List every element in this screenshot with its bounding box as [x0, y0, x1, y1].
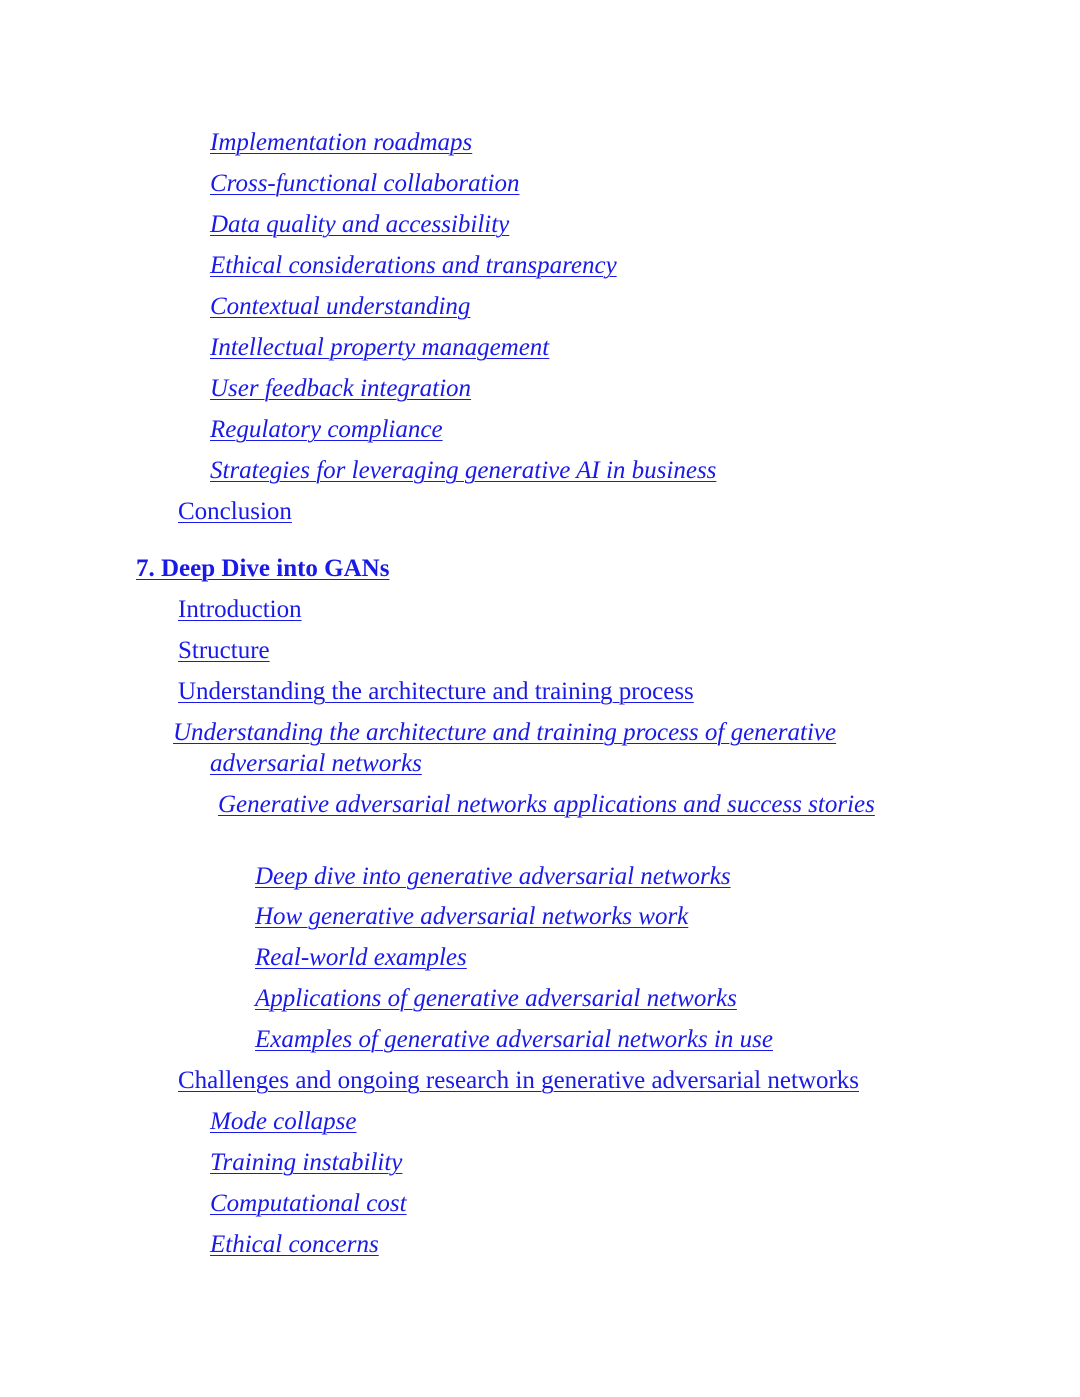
toc-entry[interactable]: User feedback integration: [210, 375, 472, 402]
toc-entry[interactable]: Cross-functional collaboration: [210, 170, 520, 197]
toc-entry[interactable]: Challenges and ongoing research in generative adversarial networks: [178, 1067, 859, 1094]
toc-entry[interactable]: Deep dive into generative adversarial networks: [255, 863, 731, 890]
toc-entry[interactable]: Understanding the architecture and training process of generative adversarial networks: [173, 719, 837, 777]
toc-entry[interactable]: Strategies for leveraging generative AI in business: [210, 457, 717, 484]
toc-entry[interactable]: Understanding the architecture and training process: [178, 678, 694, 705]
toc-entry[interactable]: Structure: [178, 637, 270, 664]
toc-entry[interactable]: Training instability: [210, 1149, 403, 1176]
toc-entry[interactable]: Computational cost: [210, 1190, 407, 1217]
toc-entry[interactable]: Regulatory compliance: [210, 416, 443, 443]
toc-entry[interactable]: Introduction: [178, 596, 302, 623]
toc-entry[interactable]: Ethical concerns: [210, 1231, 379, 1258]
toc-entry[interactable]: Ethical considerations and transparency: [210, 252, 617, 279]
toc-entry[interactable]: Mode collapse: [210, 1108, 357, 1135]
toc-entry[interactable]: Implementation roadmaps: [210, 129, 473, 156]
toc-entry[interactable]: Data quality and accessibility: [210, 211, 510, 238]
toc-entry[interactable]: Intellectual property management: [210, 334, 550, 361]
toc-entry[interactable]: Contextual understanding: [210, 293, 471, 320]
toc-entry[interactable]: How generative adversarial networks work: [255, 903, 689, 930]
chapter-heading-link[interactable]: 7. Deep Dive into GANs: [136, 555, 390, 582]
toc-entry[interactable]: Conclusion: [178, 498, 292, 525]
toc-entry[interactable]: Generative adversarial networks applications and success stories: [218, 791, 875, 818]
toc-entry[interactable]: Applications of generative adversarial networks: [255, 985, 737, 1012]
toc-entry[interactable]: Real-world examples: [255, 944, 467, 971]
toc-entry[interactable]: Examples of generative adversarial networks in use: [255, 1026, 773, 1053]
